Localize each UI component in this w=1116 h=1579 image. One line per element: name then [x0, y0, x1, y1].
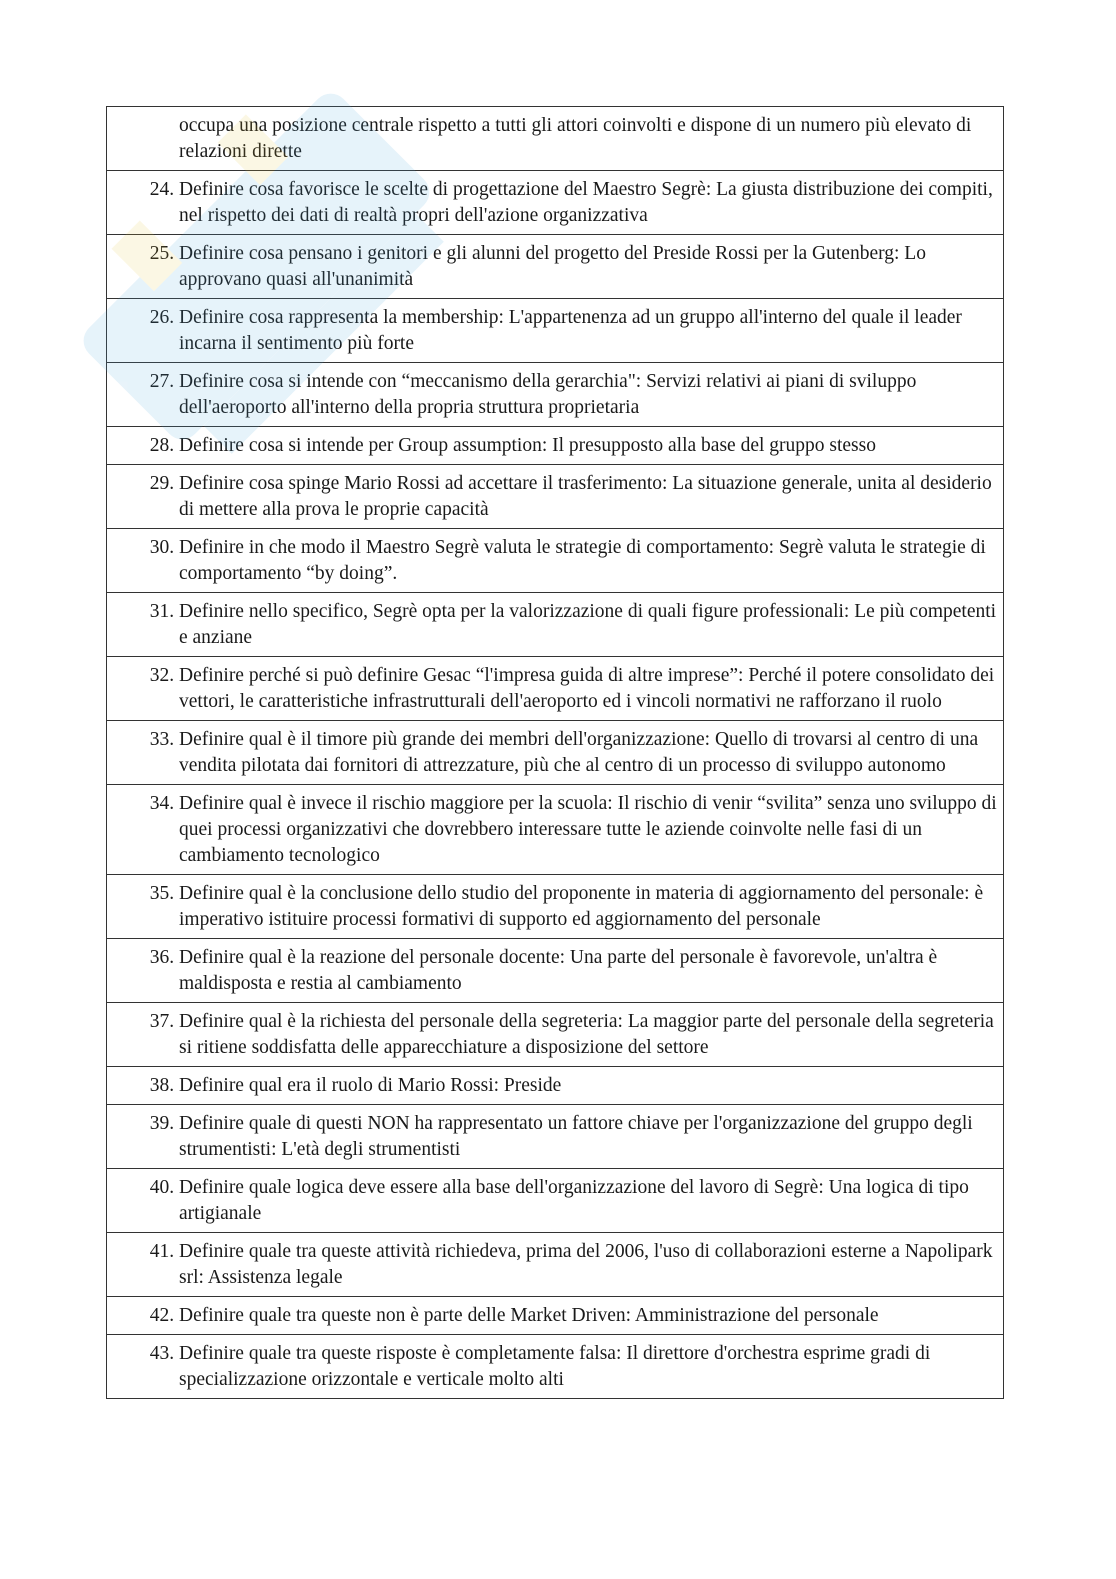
table-row [107, 721, 1004, 785]
item-text: Definire perché si può definire Gesac “l'impresa guida di altre imprese”: Perché il potere consolidato dei vettori, le caratteristiche infrastrutturali dell'aeroporto ed i vincoli normativi ne rafforzano il ruolo [179, 665, 995, 712]
table-cell [107, 1003, 1004, 1067]
table-row [107, 1335, 1004, 1399]
item-text: Definire cosa rappresenta la membership: L'appartenenza ad un gruppo all'interno del quale il leader incarna il sentimento più forte [179, 307, 962, 354]
item-number: 41. [149, 1241, 179, 1262]
table-cell [107, 465, 1004, 529]
item-number: 43. [149, 1343, 179, 1364]
item-text: Definire nello specifico, Segrè opta per la valorizzazione di quali figure professionali: Le più competenti e anziane [179, 601, 997, 648]
table-cell [107, 657, 1004, 721]
table-cell [107, 299, 1004, 363]
item-text: Definire qual è la reazione del personale docente: Una parte del personale è favorevole, un'altra è maldisposta e restia al cambiamento [179, 947, 938, 994]
table-cell [107, 363, 1004, 427]
table-row [107, 235, 1004, 299]
item-number: 29. [149, 473, 179, 494]
table-cell [107, 235, 1004, 299]
item-text: Definire cosa spinge Mario Rossi ad accettare il trasferimento: La situazione generale, unita al desiderio di mettere alla prova le proprie capacità [179, 473, 992, 520]
item-number: 25. [149, 243, 179, 264]
item-number: 27. [149, 371, 179, 392]
table-row [107, 593, 1004, 657]
item-number: 36. [149, 947, 179, 968]
table-row [107, 171, 1004, 235]
item-text: Definire quale di questi NON ha rappresentato un fattore chiave per l'organizzazione del gruppo degli strumentisti: L'età degli strumentisti [179, 1113, 973, 1160]
item-number: 28. [149, 435, 179, 456]
table-cell [107, 171, 1004, 235]
item-text: Definire cosa favorisce le scelte di progettazione del Maestro Segrè: La giusta distribuzione dei compiti, nel rispetto dei dati di realtà propri dell'azione organizzativa [179, 179, 993, 226]
table-row [107, 875, 1004, 939]
item-text: Definire qual era il ruolo di Mario Rossi: Preside [179, 1075, 562, 1096]
item-text: Definire cosa si intende con “meccanismo della gerarchia": Servizi relativi ai piani di sviluppo dell'aeroporto all'interno della propria struttura proprietaria [179, 371, 917, 418]
item-number: 38. [149, 1075, 179, 1096]
item-number: 34. [149, 793, 179, 814]
item-text: occupa una posizione centrale rispetto a tutti gli attori coinvolti e dispone di un numero più elevato di relazioni dirette [179, 115, 972, 162]
item-text: Definire quale tra queste attività richiedeva, prima del 2006, l'uso di collaborazioni esterne a Napolipark srl: Assistenza legale [179, 1241, 993, 1288]
item-number: 37. [149, 1011, 179, 1032]
table-row [107, 465, 1004, 529]
table-row [107, 1067, 1004, 1105]
table-cell [107, 875, 1004, 939]
item-text: Definire in che modo il Maestro Segrè valuta le strategie di comportamento: Segrè valuta le strategie di comportamento “by doing”. [179, 537, 986, 584]
item-number: 39. [149, 1113, 179, 1134]
table-cell [107, 593, 1004, 657]
item-text: Definire quale tra queste non è parte delle Market Driven: Amministrazione del personale [179, 1305, 879, 1326]
table-row [107, 529, 1004, 593]
table-row [107, 363, 1004, 427]
table-row [107, 427, 1004, 465]
table-cell [107, 1067, 1004, 1105]
table-row [107, 657, 1004, 721]
item-number: 33. [149, 729, 179, 750]
item-text: Definire quale tra queste risposte è completamente falsa: Il direttore d'orchestra esprime gradi di specializzazione orizzontale e verticale molto alti [179, 1343, 931, 1390]
item-text: Definire cosa si intende per Group assumption: Il presupposto alla base del gruppo stesso [179, 435, 876, 456]
item-number: 24. [149, 179, 179, 200]
table-cell [107, 427, 1004, 465]
table-cell [107, 1105, 1004, 1169]
table-row [107, 1297, 1004, 1335]
table-cell [107, 1297, 1004, 1335]
table-row-continuation [107, 107, 1004, 171]
table-row [107, 939, 1004, 1003]
item-text: Definire qual è la conclusione dello studio del proponente in materia di aggiornamento del personale: è imperativo istituire processi formativi di supporto ed aggiornamento del personale [179, 883, 984, 930]
table-row [107, 785, 1004, 875]
item-number: 26. [149, 307, 179, 328]
item-number: 40. [149, 1177, 179, 1198]
table-cell [107, 939, 1004, 1003]
item-text: Definire cosa pensano i genitori e gli alunni del progetto del Preside Rossi per la Gutenberg: Lo approvano quasi all'unanimità [179, 243, 926, 290]
item-text: Definire qual è invece il rischio maggiore per la scuola: Il rischio di venir “svilita” senza uno sviluppo di quei processi organizzativi che dovrebbero interessare tutte le aziende coinvolte nelle fasi di un cambiamento tecnologico [179, 793, 997, 866]
table-row [107, 1169, 1004, 1233]
item-number: 31. [149, 601, 179, 622]
table-cell [107, 107, 1004, 171]
item-number: 30. [149, 537, 179, 558]
table-cell [107, 1335, 1004, 1399]
item-number: 42. [149, 1305, 179, 1326]
table-cell [107, 785, 1004, 875]
table-row [107, 1003, 1004, 1067]
table-row [107, 1105, 1004, 1169]
table-cell [107, 721, 1004, 785]
table-row [107, 1233, 1004, 1297]
table-row [107, 299, 1004, 363]
item-text: Definire qual è il timore più grande dei membri dell'organizzazione: Quello di trovarsi al centro di una vendita pilotata dai fornitori di attrezzature, più che al centro di un processo di sviluppo autonomo [179, 729, 979, 776]
qa-table [106, 106, 1004, 1399]
table-cell [107, 529, 1004, 593]
table-cell [107, 1233, 1004, 1297]
item-text: Definire quale logica deve essere alla base dell'organizzazione del lavoro di Segrè: Una logica di tipo artigianale [179, 1177, 969, 1224]
table-cell [107, 1169, 1004, 1233]
item-number: 32. [149, 665, 179, 686]
item-text: Definire qual è la richiesta del personale della segreteria: La maggior parte del personale della segreteria si ritiene soddisfatta delle apparecchiature a disposizione del settore [179, 1011, 994, 1058]
item-number: 35. [149, 883, 179, 904]
